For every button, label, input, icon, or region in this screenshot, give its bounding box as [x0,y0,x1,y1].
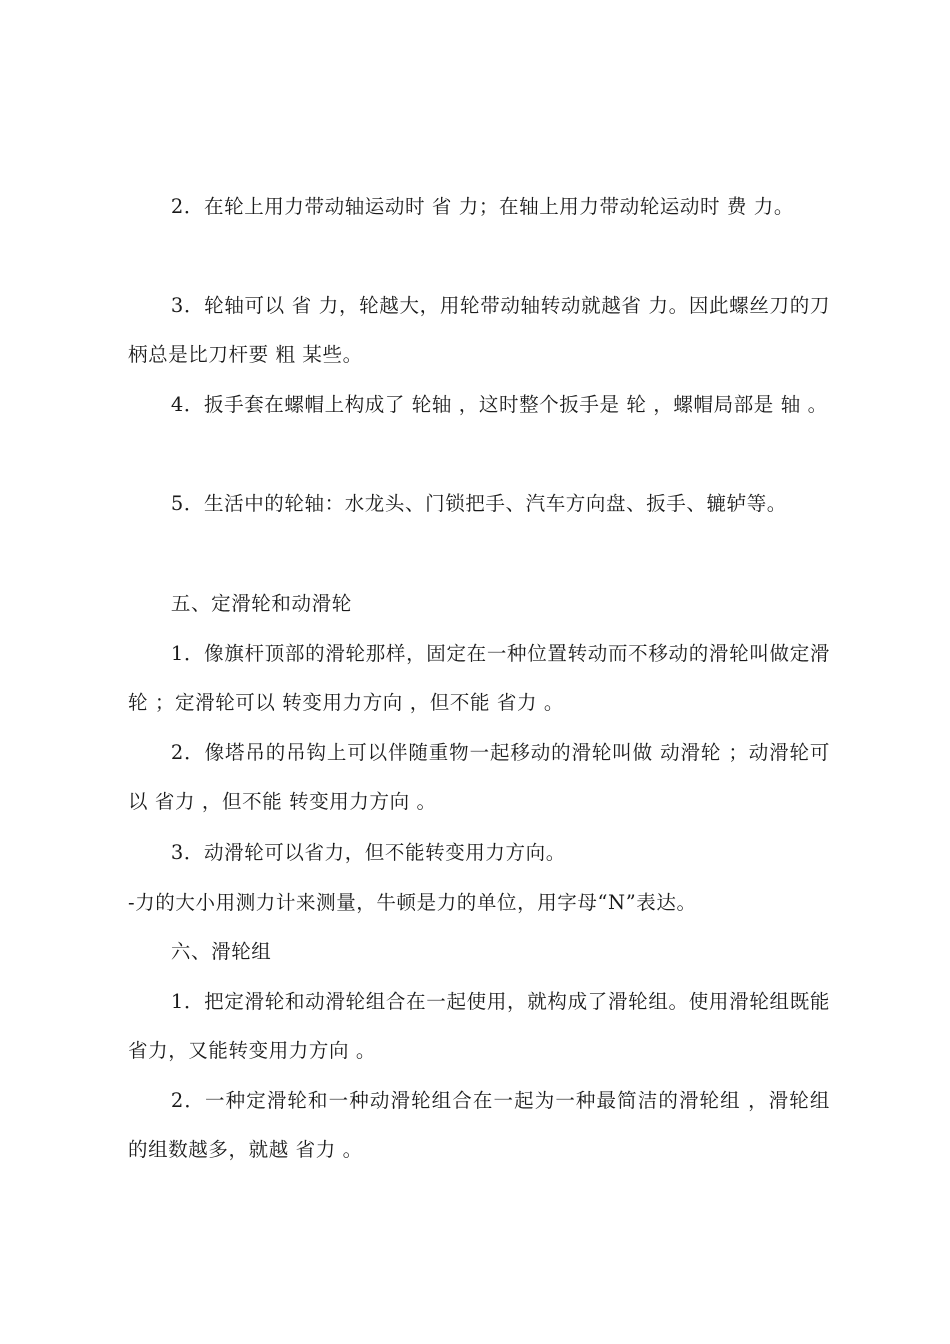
paragraph-pulley-block-definition: 1．把定滑轮和动滑轮组合在一起使用，就构成了滑轮组。使用滑轮组既能省力，又能转变用力方向 。 [128,990,830,1062]
paragraph-wheel-axle-screwdriver: 3．轮轴可以 省 力，轮越大，用轮带动轴转动就越省 力。因此螺丝刀的刀柄总是比刀杆要 粗 某些。 [128,294,830,366]
paragraph-fixed-pulley: 1．像旗杆顶部的滑轮那样，固定在一种位置转动而不移动的滑轮叫做定滑轮 ；定滑轮可以 转变用力方向 ，但不能 省力 。 [128,642,830,714]
section-heading-pulleys: 五、定滑轮和动滑轮 [170,592,352,615]
paragraph-force-measurement: -力的大小用测力计来测量，牛顿是力的单位，用字母“N”表达。 [128,891,697,914]
paragraph-wheel-axle-examples: 5．生活中的轮轴：水龙头、门锁把手、汽车方向盘、扳手、辘轳等。 [170,492,787,515]
section-heading-pulley-block: 六、滑轮组 [170,940,272,963]
paragraph-wrench: 4．扳手套在螺帽上构成了 轮轴 ，这时整个扳手是 轮 ，螺帽局部是 轴 。 [170,393,828,416]
paragraph-wheel-axle-force: 2．在轮上用力带动轴运动时 省 力；在轴上用力带动轮运动时 费 力。 [170,195,794,218]
paragraph-movable-pulley: 2．像塔吊的吊钩上可以伴随重物一起移动的滑轮叫做 动滑轮 ；动滑轮可以 省力 ，但不能 转变用力方向 。 [128,741,830,813]
paragraph-simplest-pulley-block: 2．一种定滑轮和一种动滑轮组合在一起为一种最简洁的滑轮组 ，滑轮组的组数越多，就越 省力 。 [128,1089,830,1161]
paragraph-movable-pulley-summary: 3．动滑轮可以省力，但不能转变用力方向。 [170,841,566,864]
